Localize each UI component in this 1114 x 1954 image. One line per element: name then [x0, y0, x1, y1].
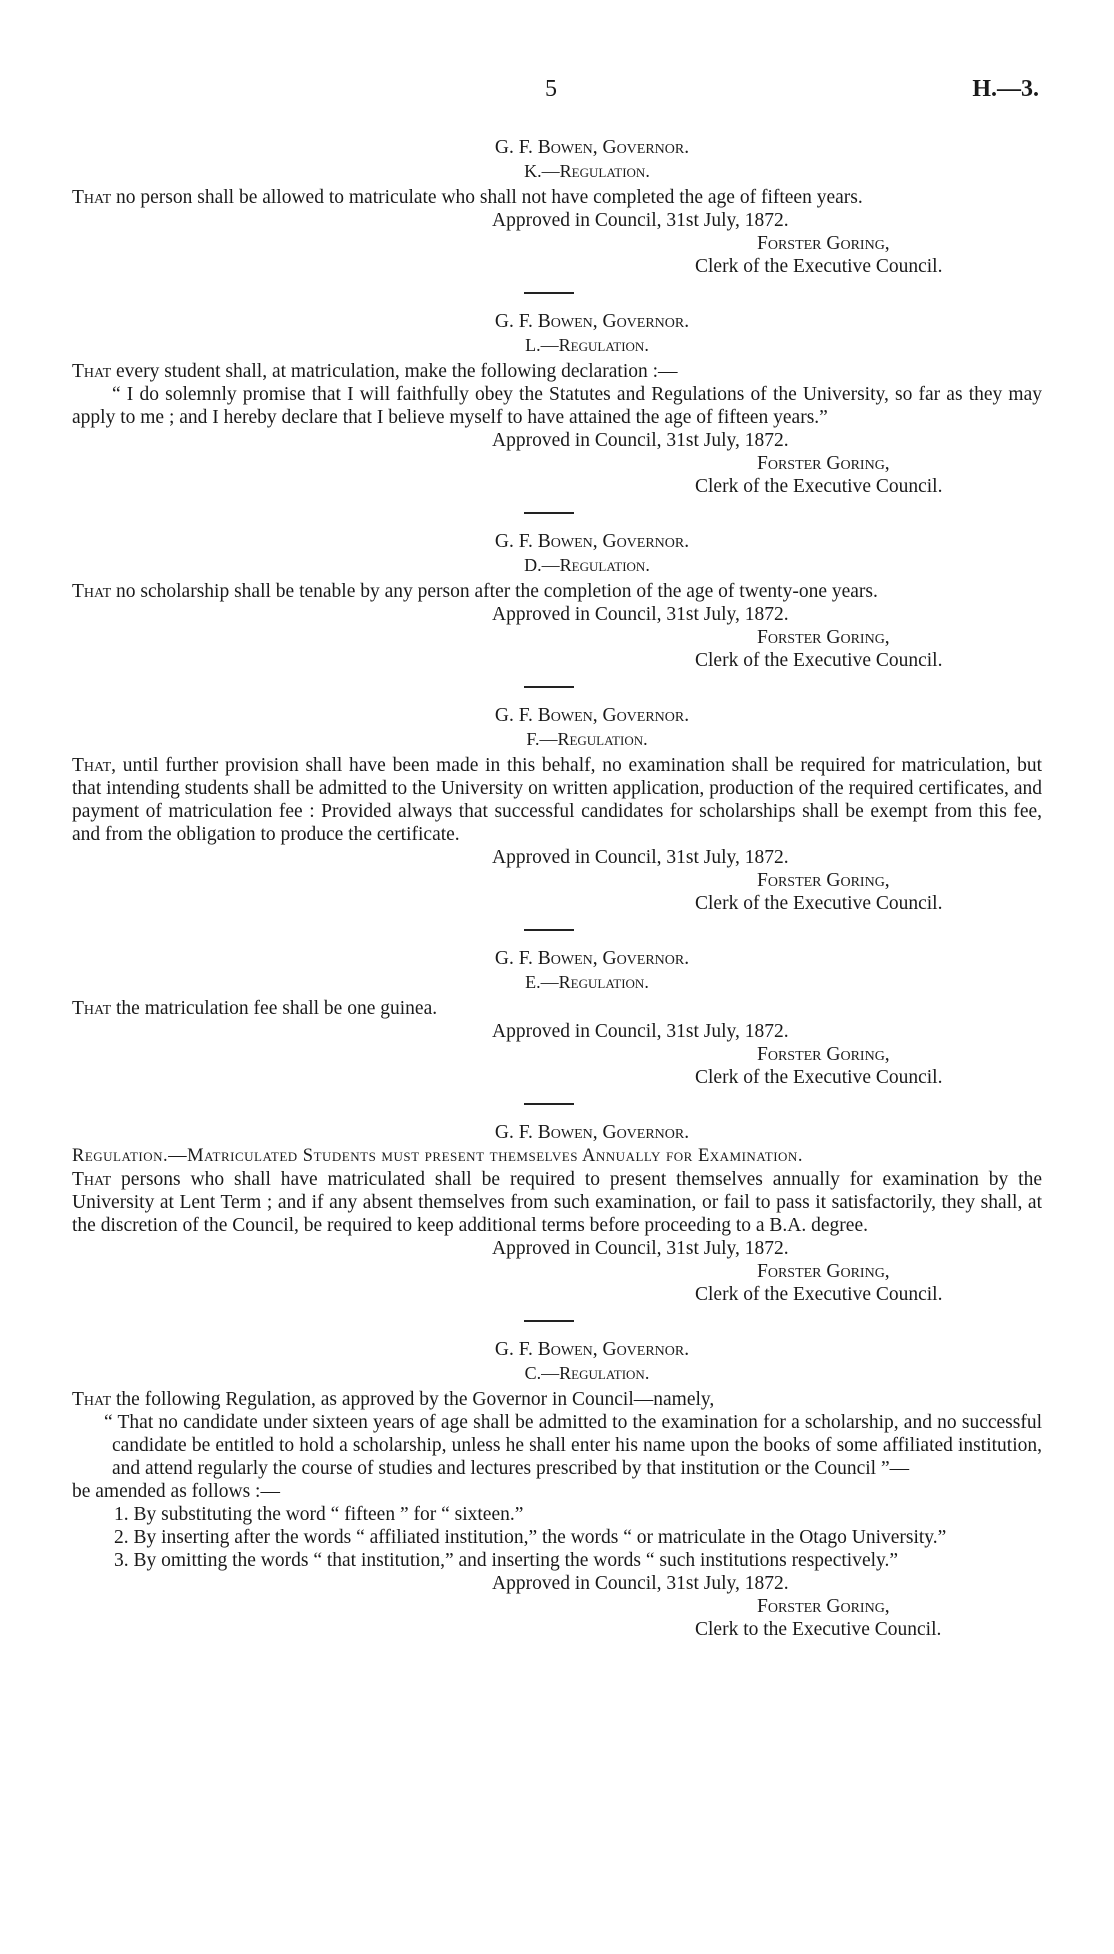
section-divider — [72, 498, 1042, 530]
lead-word: That — [72, 361, 112, 382]
page-number: 5 — [545, 76, 557, 102]
governor-line: G. F. Bowen, Governor. — [494, 948, 690, 969]
signer-name: Forster Goring, — [757, 1044, 890, 1065]
regulation-body: the following Regulation, as approved by the Governor in Council—namely, — [111, 1389, 715, 1410]
section-divider — [72, 278, 1042, 310]
regulation-heading: Regulation.—Matriculated Students must present themselves Annually for Examination. — [72, 1146, 803, 1166]
lead-word: That — [72, 187, 112, 208]
regulation-title: F.—Regulation. — [526, 729, 648, 749]
declaration-quote: “ I do solemnly promise that I will faithfully obey the Statutes and Regulations of the University, so far as they may apply to me ; and I hereby declare that I believe myself to have attained the age of fifteen years.” — [72, 384, 1042, 428]
signer-name: Forster Goring, — [757, 453, 890, 474]
governor-line: G. F. Bowen, Governor. — [494, 705, 690, 726]
approval-line: Approved in Council, 31st July, 1872. — [492, 1238, 789, 1259]
governor-line: G. F. Bowen, Governor. — [494, 137, 690, 158]
regulation-k — [72, 136, 1042, 278]
regulation-body: no scholarship shall be tenable by any person after the completion of the age of twenty-one years. — [111, 581, 878, 602]
regulation-text — [72, 186, 1042, 209]
clerk-title: Clerk of the Executive Council. — [695, 650, 943, 671]
regulation-body: , until further provision shall have been made in this behalf, no examination shall be required for matriculation, but that intending students shall be admitted to the University on written application, production of the required certificates, and payment of matriculation fee : Provided always that successful candidates for scholarships shall be exempt from this fee, and from the obligation to produce the certificate. — [72, 755, 1042, 845]
amendment-intro: be amended as follows :— — [72, 1481, 280, 1502]
signer-name: Forster Goring, — [757, 1596, 890, 1617]
approval-line: Approved in Council, 31st July, 1872. — [492, 430, 789, 451]
clerk-title: Clerk of the Executive Council. — [695, 1067, 943, 1088]
clerk-title: Clerk to the Executive Council. — [695, 1619, 942, 1640]
regulation-title: L.—Regulation. — [525, 335, 649, 355]
regulation-text — [72, 997, 1042, 1020]
section-divider — [72, 672, 1042, 704]
governor-line: G. F. Bowen, Governor. — [494, 1339, 690, 1360]
lead-word: That — [72, 1389, 112, 1410]
lead-word: That — [72, 581, 112, 602]
regulation-body: every student shall, at matriculation, make the following declaration :— — [111, 361, 678, 382]
regulation-e — [72, 947, 1042, 1089]
paper-id: H.—3. — [972, 76, 1039, 102]
signer-name: Forster Goring, — [757, 1261, 890, 1282]
regulation-d — [72, 530, 1042, 672]
regulation-annual-examination — [72, 1121, 1042, 1306]
amendment-item: 2. By inserting after the words “ affiliated institution,” the words “ or matriculate in the Otago University.” — [114, 1527, 947, 1548]
regulation-title: K.—Regulation. — [524, 161, 650, 181]
section-divider — [72, 1306, 1042, 1338]
page-header — [0, 78, 1114, 108]
regulation-body: the matriculation fee shall be one guinea. — [111, 998, 438, 1019]
section-divider — [72, 1089, 1042, 1121]
lead-word: That — [72, 1169, 112, 1190]
approval-line: Approved in Council, 31st July, 1872. — [492, 1021, 789, 1042]
lead-word: That — [72, 755, 112, 776]
clerk-title: Clerk of the Executive Council. — [695, 476, 943, 497]
regulation-title: C.—Regulation. — [524, 1363, 650, 1383]
clerk-title: Clerk of the Executive Council. — [695, 893, 943, 914]
amendment-item: 1. By substituting the word “ fifteen ” for “ sixteen.” — [114, 1504, 524, 1525]
regulation-title: E.—Regulation. — [525, 972, 649, 992]
regulation-text — [72, 580, 1042, 603]
quoted-regulation: “ That no candidate under sixteen years of age shall be admitted to the examination for a scholarship, and no successful candidate be entitled to hold a scholarship, unless he shall enter his name upon the books of some affiliated institution, and attend regularly the course of studies and lectures prescribed by that institution or the Council ”— — [104, 1412, 1042, 1479]
regulation-body: no person shall be allowed to matriculate who shall not have completed the age of fifteen years. — [111, 187, 863, 208]
signer-name: Forster Goring, — [757, 870, 890, 891]
regulation-text — [72, 1388, 1042, 1411]
clerk-title: Clerk of the Executive Council. — [695, 1284, 943, 1305]
signer-name: Forster Goring, — [757, 233, 890, 254]
approval-line: Approved in Council, 31st July, 1872. — [492, 604, 789, 625]
signer-name: Forster Goring, — [757, 627, 890, 648]
regulation-text — [72, 360, 1042, 383]
section-divider — [72, 915, 1042, 947]
regulation-title: D.—Regulation. — [524, 555, 650, 575]
document-body — [72, 136, 1042, 1641]
governor-line: G. F. Bowen, Governor. — [494, 531, 690, 552]
regulation-l — [72, 310, 1042, 498]
clerk-title: Clerk of the Executive Council. — [695, 256, 943, 277]
governor-line: G. F. Bowen, Governor. — [494, 1122, 690, 1143]
approval-line: Approved in Council, 31st July, 1872. — [492, 1573, 789, 1594]
regulation-body: persons who shall have matriculated shall be required to present themselves annually for examination by the University at Lent Term ; and if any absent themselves from such examination, or fail to pass it satisfactorily, they shall, at the discretion of the Council, be required to keep additional terms before proceeding to a B.A. degree. — [72, 1169, 1042, 1236]
governor-line: G. F. Bowen, Governor. — [494, 311, 690, 332]
regulation-text — [72, 754, 1042, 846]
regulation-f — [72, 704, 1042, 915]
lead-word: That — [72, 998, 112, 1019]
regulation-text — [72, 1168, 1042, 1237]
amendment-item: 3. By omitting the words “ that institution,” and inserting the words “ such institutions respectively.” — [114, 1550, 899, 1571]
approval-line: Approved in Council, 31st July, 1872. — [492, 210, 789, 231]
regulation-c — [72, 1338, 1042, 1641]
approval-line: Approved in Council, 31st July, 1872. — [492, 847, 789, 868]
